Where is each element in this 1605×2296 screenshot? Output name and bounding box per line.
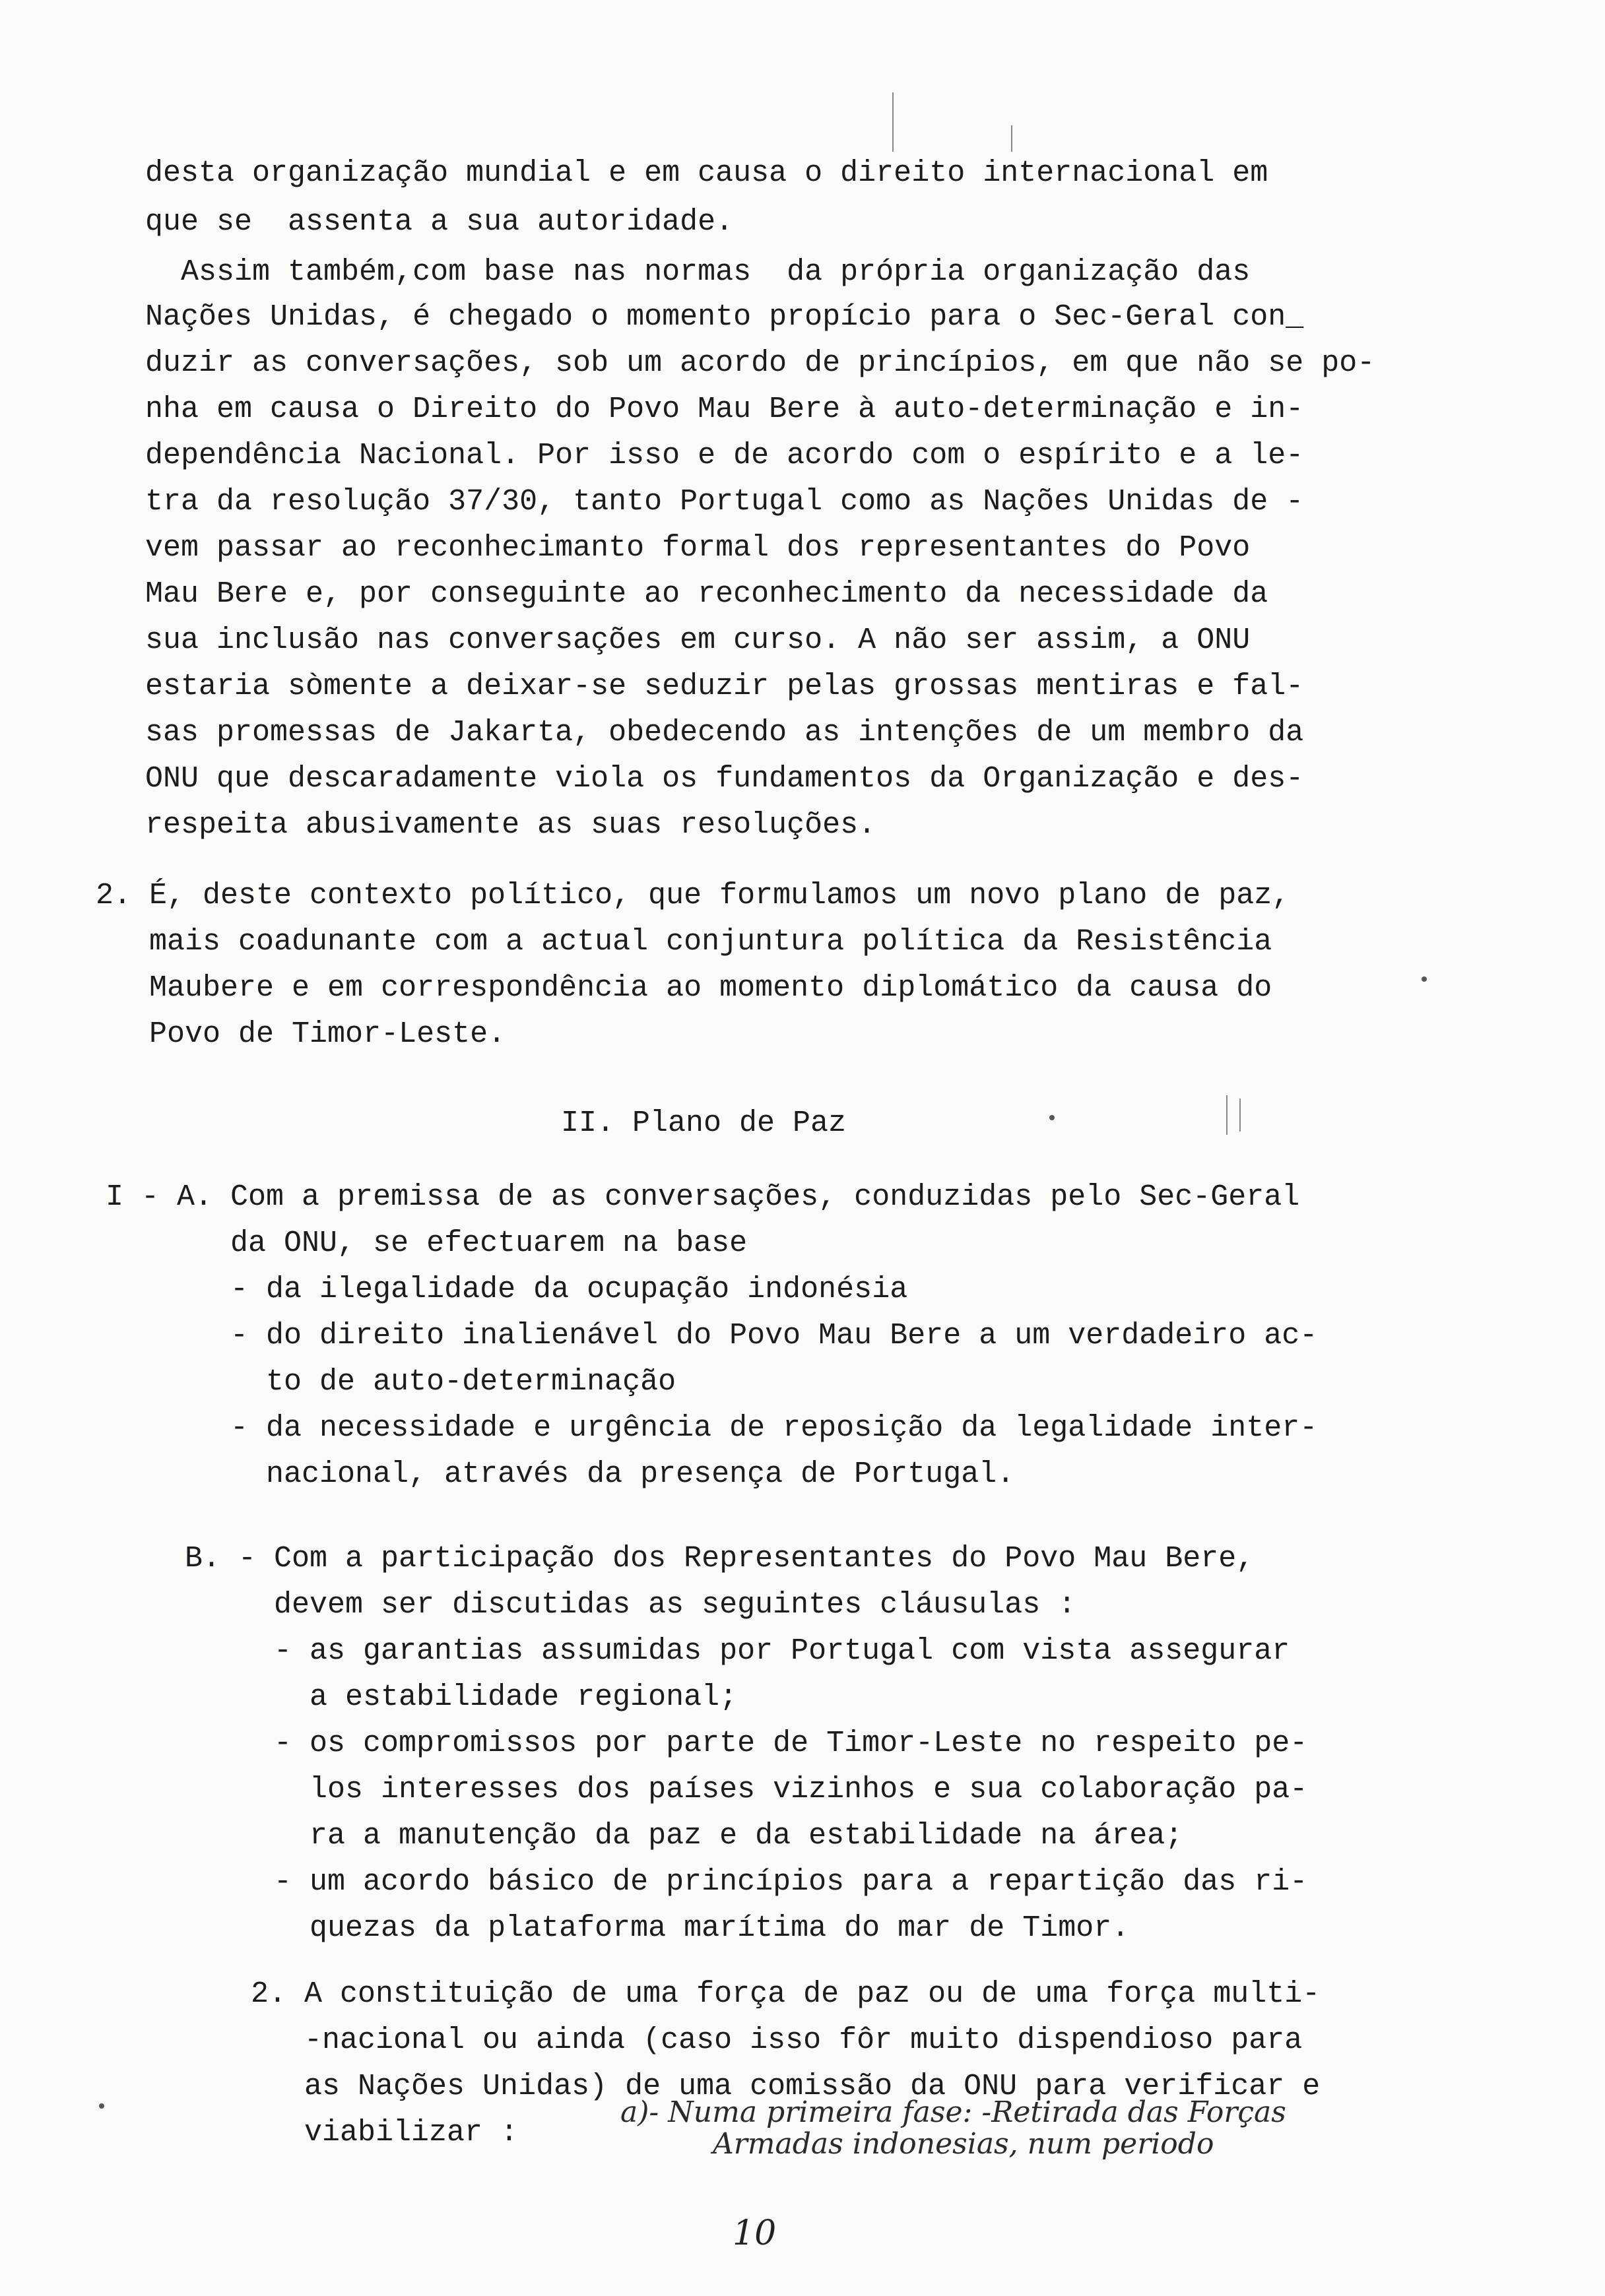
text-line: Povo de Timor-Leste. xyxy=(96,1017,506,1051)
handwritten-note-line-1: a)- Numa primeira fase: -Retirada das Forças xyxy=(620,2095,1286,2129)
text-line: Maubere e em correspondência ao momento diplomático da causa do xyxy=(96,971,1272,1005)
text-line: I - A. Com a premissa de as conversações, conduzidas pelo Sec-Geral xyxy=(106,1180,1300,1214)
text-line: 2. A constituição de uma força de paz ou de uma força multi- xyxy=(251,1977,1321,2011)
scan-artifact xyxy=(1049,1115,1055,1120)
text-line: ONU que descaradamente viola os fundamentos da Organização e des- xyxy=(145,762,1304,796)
text-line: da ONU, se efectuarem na base xyxy=(106,1227,748,1260)
text-line: desta organização mundial e em causa o direito internacional em xyxy=(145,156,1268,190)
text-line: vem passar ao reconhecimanto formal dos representantes do Povo xyxy=(145,531,1251,565)
text-line: devem ser discutidas as seguintes cláusulas : xyxy=(185,1588,1076,1622)
text-line: Assim também,com base nas normas da própria organização das xyxy=(145,255,1251,289)
scan-artifact xyxy=(1422,976,1427,982)
text-line: as Nações Unidas) de uma comissão da ONU para verificar e xyxy=(251,2070,1321,2103)
text-line: - as garantias assumidas por Portugal com vista assegurar xyxy=(185,1634,1290,1668)
text-line: - da necessidade e urgência de reposição da legalidade inter- xyxy=(106,1411,1318,1445)
text-line: - os compromissos por parte de Timor-Leste no respeito pe- xyxy=(185,1727,1308,1760)
scan-artifact xyxy=(892,92,894,152)
text-line: que se assenta a sua autoridade. xyxy=(145,205,734,239)
scan-artifact xyxy=(99,2103,104,2109)
text-line: estaria sòmente a deixar-se seduzir pelas grossas mentiras e fal- xyxy=(145,670,1304,703)
text-line: a estabilidade regional; xyxy=(185,1680,738,1714)
text-line: dependência Nacional. Por isso e de acordo com o espírito e a le- xyxy=(145,439,1304,472)
text-line: 2. É, deste contexto político, que formulamos um novo plano de paz, xyxy=(96,879,1290,912)
text-line: quezas da plataforma marítima do mar de Timor. xyxy=(185,1911,1130,1945)
scan-artifact xyxy=(1226,1095,1228,1135)
text-line: respeita abusivamente as suas resoluções. xyxy=(145,808,876,842)
text-line: to de auto-determinação xyxy=(106,1365,676,1399)
text-line: sua inclusão nas conversações em curso. A não ser assim, a ONU xyxy=(145,623,1251,657)
text-line: sas promessas de Jakarta, obedecendo as intenções de um membro da xyxy=(145,716,1304,749)
scan-artifact xyxy=(1239,1099,1241,1132)
text-line: nacional, através da presença de Portugal. xyxy=(106,1457,1015,1491)
text-line: - do direito inalienável do Povo Mau Bere a um verdadeiro ac- xyxy=(106,1319,1318,1353)
handwritten-note-line-2: Armadas indonesias, num periodo xyxy=(713,2127,1214,2161)
page-number: 10 xyxy=(733,2214,777,2253)
text-line: Mau Bere e, por conseguinte ao reconhecimento da necessidade da xyxy=(145,577,1268,611)
text-line: nha em causa o Direito do Povo Mau Bere à auto-determinação e in- xyxy=(145,393,1304,426)
text-line: Nações Unidas, é chegado o momento propício para o Sec-Geral con_ xyxy=(145,300,1304,334)
text-line: B. - Com a participação dos Representantes do Povo Mau Bere, xyxy=(185,1542,1255,1576)
text-line: los interesses dos países vizinhos e sua colaboração pa- xyxy=(185,1773,1308,1806)
text-line: ra a manutenção da paz e da estabilidade na área; xyxy=(185,1819,1183,1853)
text-line: duzir as conversações, sob um acordo de princípios, em que não se po- xyxy=(145,346,1375,380)
text-line: tra da resolução 37/30, tanto Portugal como as Nações Unidas de - xyxy=(145,485,1304,519)
text-line: - um acordo básico de princípios para a repartição das ri- xyxy=(185,1865,1308,1899)
section-title: II. Plano de Paz xyxy=(561,1106,847,1140)
text-line: mais coadunante com a actual conjuntura política da Resistência xyxy=(96,925,1272,959)
text-line: - da ilegalidade da ocupação indonésia xyxy=(106,1273,908,1306)
scan-artifact xyxy=(1011,125,1012,152)
text-line: -nacional ou ainda (caso isso fôr muito dispendioso para xyxy=(251,2024,1303,2057)
text-line: viabilizar : xyxy=(251,2116,519,2150)
